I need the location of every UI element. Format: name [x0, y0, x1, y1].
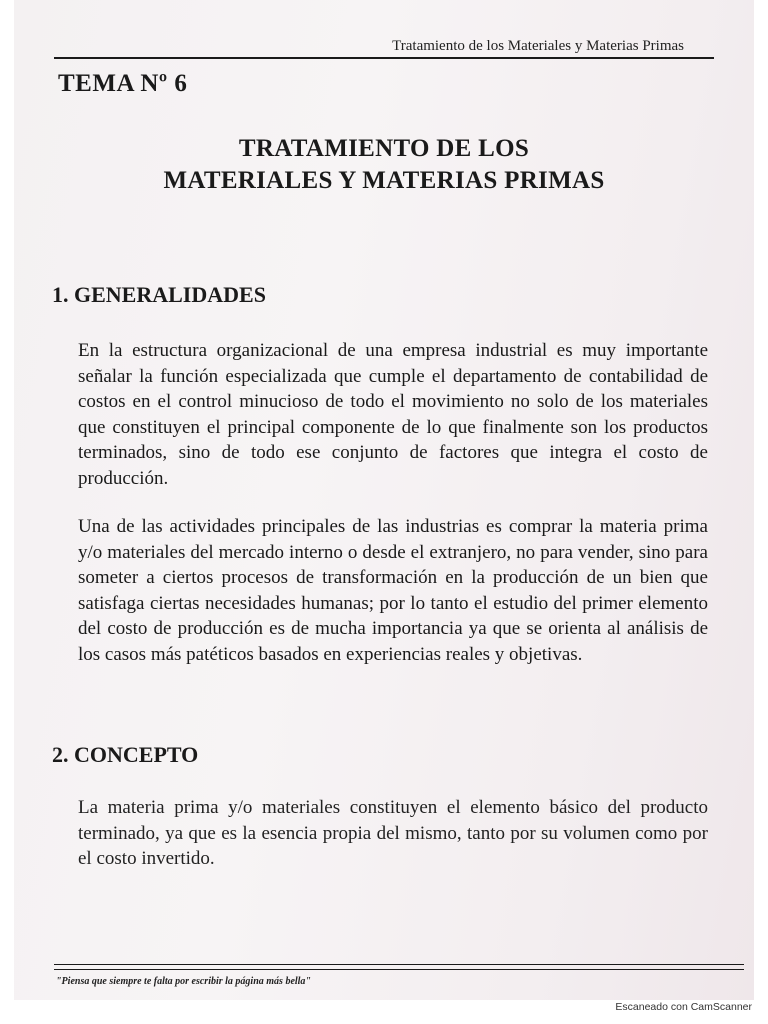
- chapter-title-line-1: TRATAMIENTO DE LOS: [238, 135, 530, 162]
- paragraph-concepto-1: La materia prima y/o materiales constituyen el elemento básico del producto terminado, ya que es la esencia propia del mismo, tanto por su volumen como por el costo invertido.: [78, 797, 708, 870]
- topic-number: TEMA Nº 6: [58, 70, 188, 97]
- running-header: Tratamiento de los Materiales y Materias Primas: [392, 38, 684, 54]
- footer-rule-top: [54, 964, 744, 965]
- chapter-title: [74, 133, 694, 197]
- scanned-page: [14, 0, 754, 1000]
- paragraph-generalidades-2: Una de las actividades principales de las industrias es comprar la materia prima y/o materiales del mercado interno o desde el extranjero, no para vender, sino para someter a ciertos procesos de transformación en la producción de un bien que satisfaga ciertas necesidades humanas; por lo tanto el estudio del primer elemento del costo de producción es de mucha importancia ya que se orienta al análisis de los casos más patéticos basados en experiencias reales y objetivas.: [78, 516, 708, 665]
- section-heading-generalidades: 1. GENERALIDADES: [52, 282, 266, 307]
- header-rule: [54, 57, 714, 59]
- section-heading-concepto: 2. CONCEPTO: [52, 742, 199, 767]
- footer-rule-bottom: [54, 969, 744, 970]
- scanner-watermark: Escaneado con CamScanner: [615, 1001, 752, 1013]
- chapter-title-line-2: MATERIALES Y MATERIAS PRIMAS: [163, 167, 605, 194]
- paragraph-generalidades-1: En la estructura organizacional de una empresa industrial es muy importante señalar la función especializada que cumple el departamento de contabilidad de costos en el control minucioso de todo el movimiento no solo de los materiales que constituyen el principal componente de lo que finalmente son los productos terminados, sino de todo ese conjunto de factores que integra el costo de producción.: [78, 340, 708, 489]
- footer-quote: "Piensa que siempre te falta por escribir la página más bella": [56, 976, 311, 987]
